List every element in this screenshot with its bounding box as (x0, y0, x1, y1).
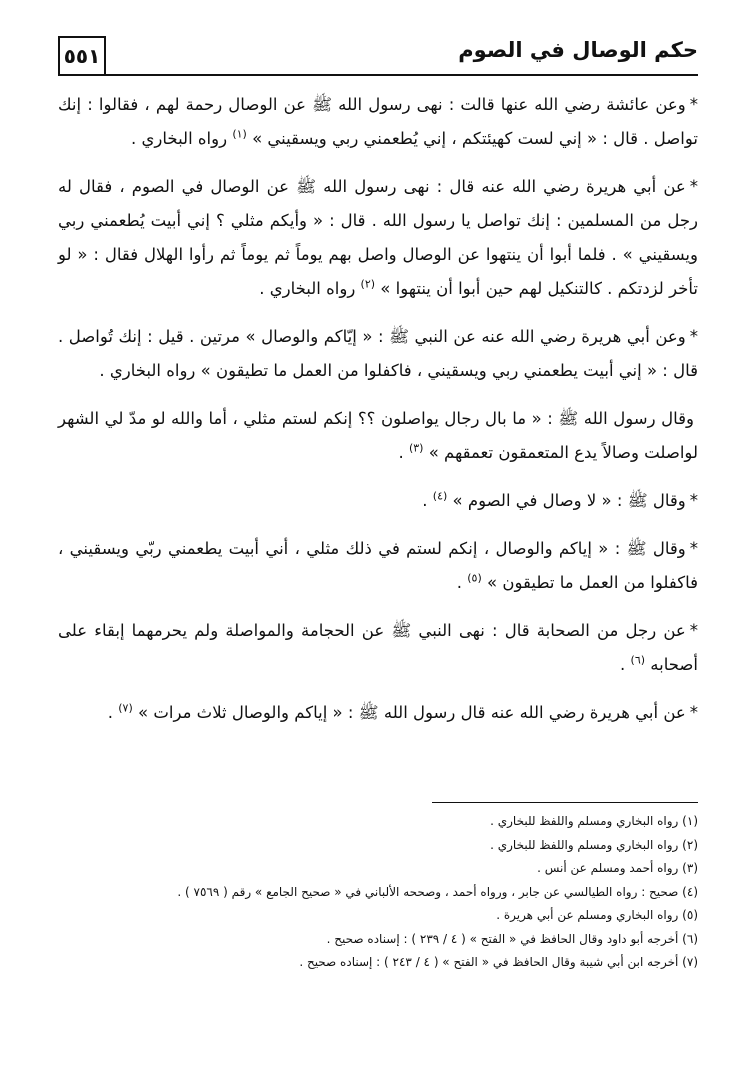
footnote-reference: (٢) (360, 277, 376, 291)
paragraph-tail: . (107, 703, 119, 722)
footnote: (٥) رواه البخاري ومسلم عن أبي هريرة . (496, 908, 698, 922)
footnote: (٧) أخرجه ابن أبي شيبة وقال الحافظ في « الفتح » ( ٤ / ٢٤٣ ) : إسناده صحيح . (299, 955, 698, 969)
paragraph (58, 170, 698, 306)
footnote-reference: (٥) (467, 571, 482, 585)
paragraph-text: وعن أبي هريرة رضي الله عنه عن النبي ﷺ : « إيّاكم والوصال » مرتين . قيل : إنك تُواصل . قال : « إني أبيت يطعمني ربي ويسقيني ، فاكفلوا من العمل ما تطيقون » رواه البخاري . (58, 327, 698, 380)
footnote-reference: (٦) (630, 653, 646, 667)
paragraph-marker: * (689, 539, 698, 558)
paragraph-text: وعن عائشة رضي الله عنها قالت : نهى رسول الله ﷺ عن الوصال رحمة لهم ، فقالوا : إنك تواصل . قال : « إني لست كهيئتكم ، إني يُطعمني ربي ويسقيني » (58, 95, 698, 148)
footnote: (٣) رواه أحمد ومسلم عن أنس . (537, 861, 698, 875)
paragraph-marker: * (689, 703, 698, 722)
chapter-title: حكم الوصال في الصوم (458, 38, 698, 62)
page-number: ٥٥١ (58, 36, 106, 74)
paragraph-marker: * (689, 327, 698, 346)
paragraph-tail: . (422, 491, 433, 510)
paragraph (58, 696, 698, 730)
paragraph-marker: * (689, 621, 698, 640)
footnote: (٢) رواه البخاري ومسلم واللفظ للبخاري . (490, 837, 698, 852)
paragraph-marker: * (689, 177, 698, 196)
paragraph-text: عن رجل من الصحابة قال : نهى النبي ﷺ عن الحجامة والمواصلة ولم يحرمهما إبقاء على أصحابه (58, 621, 698, 674)
page-header (58, 32, 698, 76)
paragraph (58, 88, 698, 156)
footnote-reference: (٤) (432, 489, 448, 503)
paragraph-tail: . (456, 573, 468, 592)
paragraph-text: وقال ﷺ : « إياكم والوصال ، إنكم لستم في ذلك مثلي ، أني أبيت يطعمني ربّي ويسقيني ، فاكفلوا من العمل ما تطيقون » (58, 539, 698, 592)
footnote-reference: (٧) (118, 701, 133, 715)
footnote-reference: (٣) (408, 441, 424, 455)
paragraph-text: عن أبي هريرة رضي الله عنه قال : نهى رسول الله ﷺ عن الوصال في الصوم ، فقال له رجل من المسلمين : إنك تواصل يا رسول الله . قال : « وأيكم مثلي ؟ إني أبيت يُطعمني ربي ويسقيني » . فلما أبوا أن ينتهوا عن الوصال واصل بهم يوماً ثم يوماً ثم رأوا الهلال فقال : « لو تأخر لزدتكم . كالتنكيل لهم حين أبوا أن ينتهوا » (58, 177, 698, 298)
footnote: (٦) أخرجه أبو داود وقال الحافظ في « الفتح » ( ٤ / ٢٣٩ ) : إسناده صحيح . (326, 931, 698, 946)
paragraph-tail: رواه البخاري . (131, 129, 233, 148)
paragraph (58, 484, 698, 518)
footnote: (١) رواه البخاري ومسلم واللفظ للبخاري . (490, 814, 698, 828)
paragraph-tail: . (398, 443, 409, 462)
paragraph-text: وقال رسول الله ﷺ : « ما بال رجال يواصلون ؟؟ إنكم لستم مثلي ، أما والله لو مدّ لي الشهر لواصلت وصالاً يدع المتعمقون تعمقهم » (58, 409, 698, 462)
paragraph-marker: * (689, 95, 698, 114)
paragraph-tail: رواه البخاري . (259, 279, 361, 298)
paragraph (58, 402, 698, 470)
paragraph (58, 532, 698, 600)
paragraph-tail: . (620, 655, 631, 674)
main-text (58, 88, 698, 744)
paragraph-text: عن أبي هريرة رضي الله عنه قال رسول الله ﷺ : « إياكم والوصال ثلاث مرات » (138, 703, 686, 722)
paragraph (58, 320, 698, 388)
paragraph-marker: * (689, 491, 698, 510)
paragraph (58, 614, 698, 682)
footnotes (58, 810, 698, 975)
footnote: (٤) صحيح : رواه الطيالسي عن جابر ، ورواه أحمد ، وصححه الألباني في « صحيح الجامع » رقم ( ٧٥٦٩ ) . (177, 884, 698, 899)
footnote-divider (432, 802, 698, 803)
footnote-reference: (١) (232, 127, 247, 141)
paragraph-text: وقال ﷺ : « لا وصال في الصوم » (452, 491, 686, 510)
